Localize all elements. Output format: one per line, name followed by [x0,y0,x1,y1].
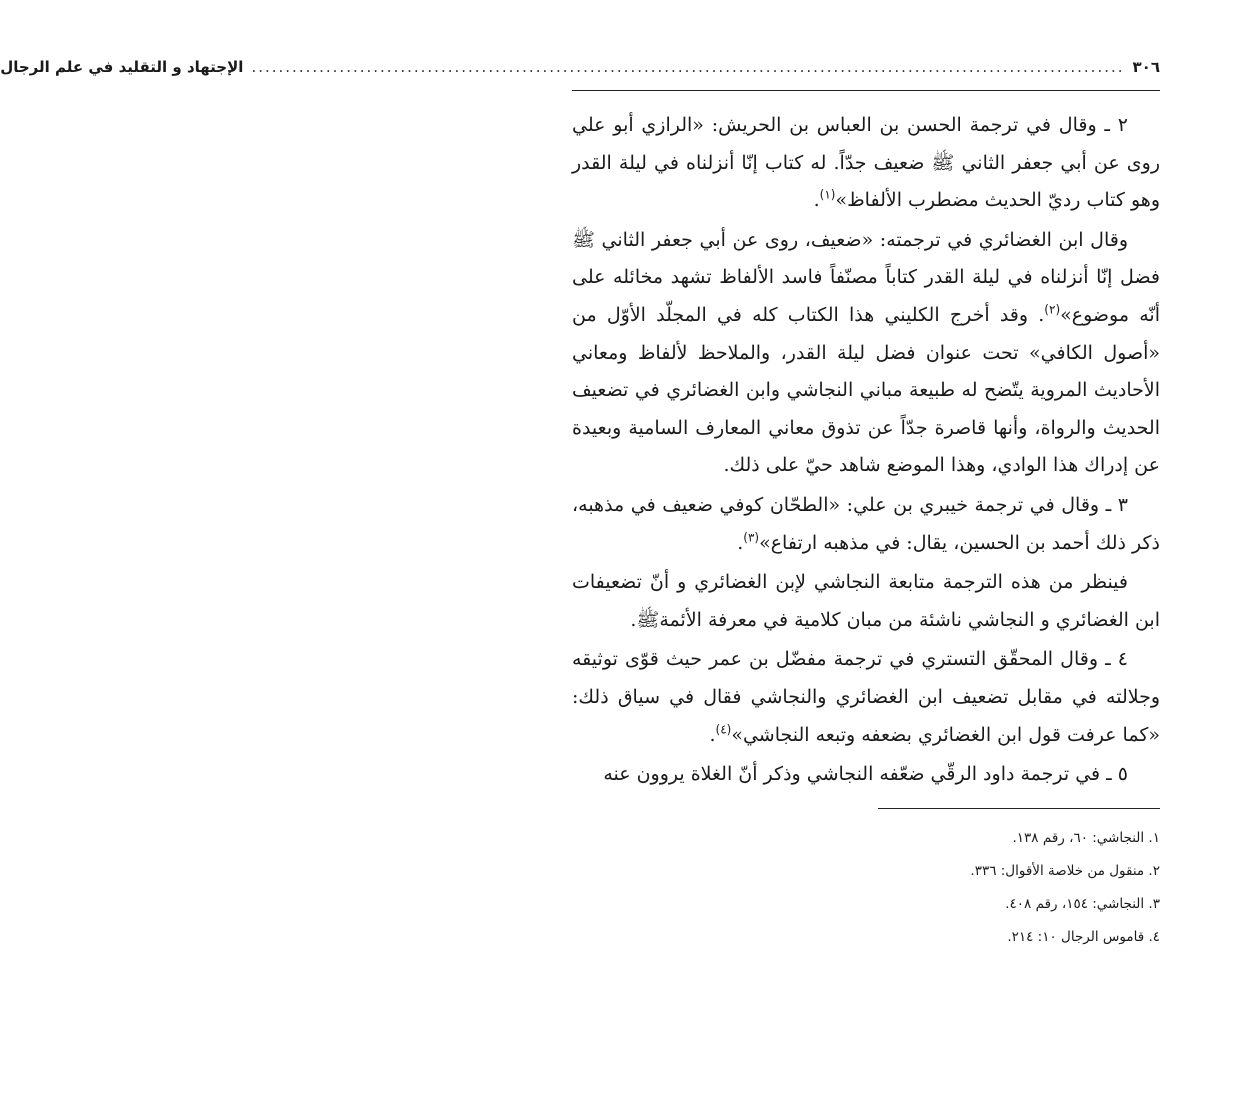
paragraph-end: . [737,531,744,554]
paragraph-text: ٣ ـ وقال في ترجمة خيبري بن علي: «الطحّان كوفي ضعيف في مذهبه، ذكر ذلك أحمد بن الحسين، يقال: في مذهبه ارتفاع» [572,493,1160,554]
book-page [0,58,1160,1058]
footnote-item: ١. النجاشي: ٦٠، رقم ١٣٨. [1012,830,1160,846]
page-number: ٣٠٦ [1132,58,1160,76]
paragraph-text: ٤ ـ وقال المحقّق التستري في ترجمة مفضّل بن عمر حيث قوّى توثيقه وجلالته في مقابل تضعيف ابن الغضائري والنجاشي فقال في سياق ذلك: «كما عرفت قول ابن الغضائري بضعفه وتبعه النجاشي» [572,648,1160,746]
footnote-separator [878,808,1160,809]
footnote-item: ٤. قاموس الرجال ١٠: ٢١٤. [1007,929,1160,945]
paragraph-item-3 [572,487,1160,562]
paragraph-end: . [813,189,820,212]
paragraph-item-2 [572,107,1160,220]
paragraph-item-4 [572,641,1160,754]
main-text [572,107,1160,794]
header-leader-dots: ................................................................................................................................. [251,58,1125,76]
paragraph-conclusion: فينظر من هذه الترجمة متابعة النجاشي لإبن الغضائري و أنّ تضعيفات ابن الغضائري و النجاشي ناشئة من مبان كلامية في معرفة الأئمةﷺ. [572,571,1160,631]
footnote-ref-3[interactable]: (٣) [743,530,760,545]
footnote-ref-2[interactable]: (٢) [1044,302,1061,317]
paragraph-item-5: ٥ ـ في ترجمة داود الرقّي ضعّفه النجاشي وذكر أنّ الغلاة يروون عنه [603,763,1128,786]
running-header [0,58,1160,91]
paragraph-ibn-ghadairi [572,222,1160,485]
footnotes [572,822,1160,954]
footnote-ref-1[interactable]: (١) [819,187,836,202]
paragraph-text: ٢ ـ وقال في ترجمة الحسن بن العباس بن الحريش: «الرازي أبو علي روى عن أبي جعفر الثاني ﷺ ضعيف جدّاً. له كتاب إنّا أنزلناه في ليلة القدر وهو كتاب رديّ الحديث مضطرب الألفاظ» [572,114,1160,212]
paragraph-text: وقال ابن الغضائري في ترجمته: «ضعيف، روى عن أبي جعفر الثاني ﷺ فضل إنّا أنزلناه في ليلة القدر كتاباً مصنّفاً فاسد الألفاظ تشهد مخائله على أنّه موضوع» [572,228,1160,326]
paragraph-end: . [709,723,716,746]
footnote-ref-4[interactable]: (٤) [715,722,732,737]
footnote-item: ٣. النجاشي: ١٥٤، رقم ٤٠٨. [1005,896,1160,912]
paragraph-text-continued: . وقد أخرج الكليني هذا الكتاب كله في المجلّد الأوّل من «أصول الكافي» تحت عنوان فضل ليلة القدر، والملاحظ لألفاظ ومعاني الأحاديث المروية يتّضح له طبيعة مباني النجاشي وابن الغضائري في تضعيف الحديث والرواة، وأنها قاصرة جدّاً عن تذوق معاني المعارف السامية وبعيدة عن إدراك هذا الوادي، وهذا الموضع شاهد حيّ على ذلك. [572,303,1160,477]
footnote-item: ٢. منقول من خلاصة الأقوال: ٣٣٦. [970,863,1160,879]
running-title: الإجتهاد و التقليد في علم الرجال [0,58,244,76]
